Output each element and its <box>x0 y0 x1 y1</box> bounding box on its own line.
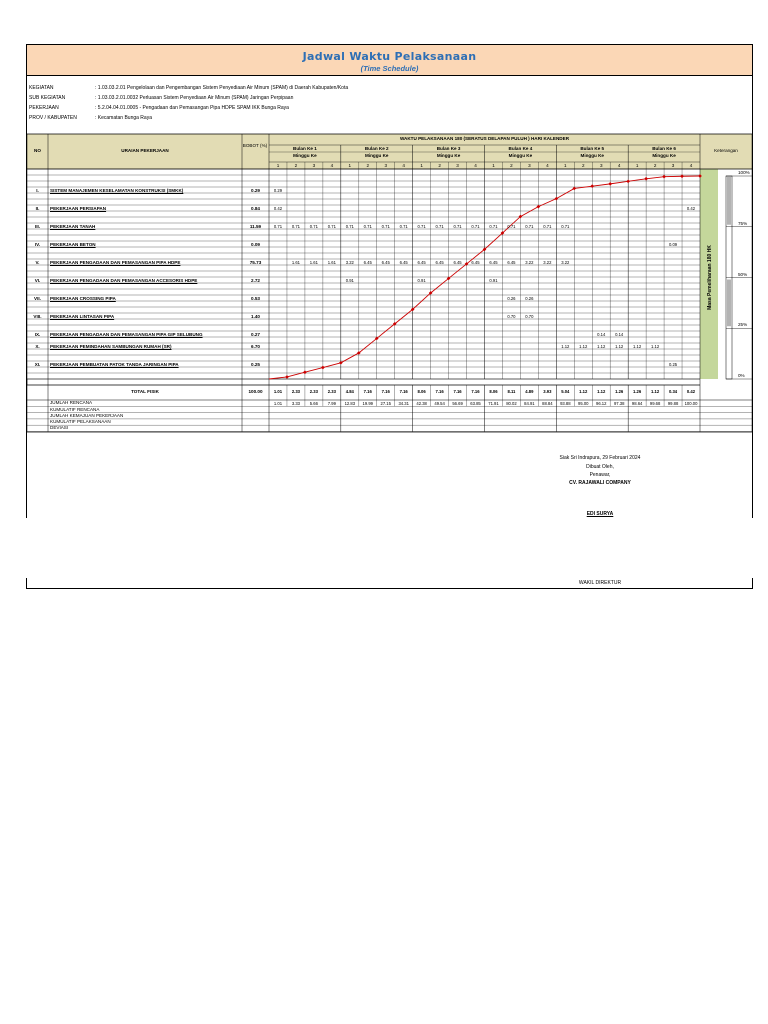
task-number: XI. <box>34 361 41 367</box>
s-curve-point <box>626 179 630 183</box>
header-keterangan: Keterangan <box>714 148 738 153</box>
cumulative-value: 27.15 <box>380 400 391 406</box>
task-week-value: 1.61 <box>291 259 300 265</box>
task-bobot: 1.40 <box>251 313 260 319</box>
s-curve-point <box>537 205 541 209</box>
task-number: IV. <box>34 241 41 247</box>
task-week-value: 0.71 <box>561 223 570 229</box>
header-week: 1 <box>420 163 423 168</box>
task-week-value: 3.22 <box>561 259 570 265</box>
cumulative-value: 71.91 <box>488 400 499 406</box>
header-week: 2 <box>366 163 370 168</box>
task-week-value: 0.71 <box>453 223 462 229</box>
signature-name: EDI SURYA <box>586 511 614 517</box>
task-week-value: 0.71 <box>399 223 408 229</box>
task-number: VIII. <box>33 313 42 319</box>
task-week-value: 6.45 <box>489 259 498 265</box>
total-week-value: 0.34 <box>668 389 678 394</box>
total-week-value: 3.93 <box>543 389 552 394</box>
task-bobot: 0.25 <box>251 361 260 367</box>
task-week-value: 6.45 <box>471 259 480 265</box>
s-curve-point <box>303 370 307 374</box>
task-week-value: 0.26 <box>525 295 534 301</box>
cumulative-value: 5.66 <box>309 400 318 406</box>
task-name: SISTEM MANAJEMEN KESELAMATAN KONSTRUKSI (SMKK) <box>50 187 184 193</box>
summary-row-label: KUMULATIF PELAKSANAAN <box>50 419 111 425</box>
task-name: PEKERJAAN PENGADAAN DAN PEMASANGAN PIPA HDPE <box>50 259 181 265</box>
cumulative-value: 7.99 <box>327 400 336 406</box>
header-bobot: BOBOT (%) <box>242 143 268 148</box>
cumulative-value: 56.69 <box>452 400 463 406</box>
task-week-value: 0.71 <box>345 223 354 229</box>
task-number: V. <box>35 259 40 265</box>
task-week-value: 0.09 <box>668 241 678 247</box>
total-bobot: 100.00 <box>248 389 263 394</box>
task-name: PEKERJAAN BETON <box>50 241 96 247</box>
task-bobot: 11.59 <box>249 223 262 229</box>
page-title: Jadwal Waktu Pelaksanaan <box>302 50 477 63</box>
header-week: 4 <box>546 163 549 168</box>
header-no: NO <box>34 148 41 153</box>
task-week-value: 1.12 <box>597 343 606 349</box>
task-week-value: 0.29 <box>273 187 283 193</box>
header-week: 4 <box>330 163 334 168</box>
task-bobot: 0.27 <box>251 331 260 337</box>
header-week: 1 <box>348 163 352 168</box>
task-number: VI. <box>34 277 41 283</box>
info-value: : 1.03.03.2.01.0032 Perluasan Sistem Penyediaan Air Minum (SPAM) Jaringan Perpipaan <box>95 95 294 101</box>
cumulative-value: 49.54 <box>434 400 445 406</box>
task-week-value: 0.71 <box>363 223 372 229</box>
scale-percent-label: 0% <box>738 373 745 378</box>
progress-scale-segment <box>727 280 731 327</box>
info-key: PEKERJAAN <box>29 105 59 111</box>
header-month: Bulan Ke 6 <box>652 146 676 151</box>
cumulative-value: 96.12 <box>595 400 607 406</box>
task-week-value: 6.45 <box>435 259 444 265</box>
task-week-value: 6.45 <box>381 259 390 265</box>
s-curve-point <box>554 197 558 201</box>
progress-scale-segment <box>727 176 731 225</box>
task-week-value: 0.71 <box>381 223 390 229</box>
header-week: 1 <box>276 163 280 168</box>
header-month: Bulan Ke 2 <box>364 146 389 151</box>
total-week-value: 8.06 <box>489 389 498 394</box>
task-week-value: 3.22 <box>543 259 552 265</box>
cumulative-value: 99.68 <box>649 400 661 406</box>
total-week-value: 7.16 <box>381 389 390 394</box>
header-minggu: Minggu Ke <box>580 153 604 158</box>
scale-percent-label: 25% <box>738 322 748 328</box>
task-week-value: 1.12 <box>579 343 588 349</box>
cumulative-value: 97.38 <box>613 400 625 406</box>
total-week-value: 7.16 <box>363 389 372 394</box>
s-curve-point <box>339 361 343 365</box>
task-number: IX. <box>34 331 41 337</box>
cumulative-value: 88.84 <box>542 400 553 406</box>
task-number: II. <box>35 205 40 211</box>
maintenance-label: Masa Pemeliharaan 180 HK <box>707 245 713 310</box>
cumulative-value: 3.33 <box>291 400 300 406</box>
header-minggu: Minggu Ke <box>365 153 389 158</box>
signature-title: WAKIL DIREKTUR <box>578 580 622 586</box>
task-bobot: 0.84 <box>251 205 260 211</box>
task-week-value: 0.14 <box>597 331 606 337</box>
header-week: 3 <box>528 163 531 168</box>
s-curve-point <box>590 184 594 188</box>
total-week-value: 4.89 <box>525 389 534 394</box>
total-week-value: 1.12 <box>651 389 660 394</box>
task-week-value: 0.91 <box>417 277 426 283</box>
total-week-value: 4.84 <box>345 389 354 394</box>
header-month: Bulan Ke 5 <box>580 146 605 151</box>
task-bobot: 0.09 <box>251 241 260 247</box>
header-week: 3 <box>671 163 675 168</box>
s-curve-point <box>321 366 325 370</box>
task-week-value: 6.45 <box>363 259 372 265</box>
info-key: PROV / KABUPATEN <box>29 115 77 121</box>
task-week-value: 0.71 <box>489 223 498 229</box>
header-week: 3 <box>599 163 603 168</box>
task-name: PEKERJAAN TANAH <box>50 223 96 229</box>
total-week-value: 2.33 <box>327 389 336 394</box>
task-week-value: 0.71 <box>507 223 516 229</box>
task-name: PEKERJAAN PEMINDAHAN SAMBUNGAN RUMAH (SR) <box>50 343 172 349</box>
task-bobot: 2.72 <box>251 277 260 283</box>
total-week-value: 1.12 <box>579 389 588 394</box>
task-number: X. <box>35 343 40 349</box>
task-bobot: 6.70 <box>251 343 260 349</box>
signature-role: Penawar, <box>589 472 611 478</box>
task-week-value: 0.42 <box>273 205 283 211</box>
header-week: 1 <box>492 163 495 168</box>
cumulative-value: 95.00 <box>578 400 589 406</box>
cumulative-value: 1.01 <box>273 400 283 406</box>
task-week-value: 0.71 <box>543 223 552 229</box>
header-week: 1 <box>564 163 567 168</box>
task-week-value: 1.12 <box>651 343 660 349</box>
task-week-value: 6.45 <box>417 259 426 265</box>
header-month: Bulan Ke 1 <box>293 146 317 151</box>
summary-row-label: KUMULATIF RENCANA <box>50 406 100 412</box>
cumulative-value: 98.64 <box>631 400 643 406</box>
header-week: 4 <box>689 163 693 168</box>
header-week: 2 <box>653 163 657 168</box>
header-month: Bulan Ke 3 <box>436 146 461 151</box>
total-week-value: 5.04 <box>561 389 570 394</box>
cumulative-value: 63.85 <box>470 400 481 406</box>
s-curve-point <box>644 177 648 181</box>
task-bobot: 75.73 <box>249 259 262 265</box>
header-month: Bulan Ke 4 <box>508 146 533 151</box>
info-key: SUB KEGIATAN <box>29 95 66 101</box>
total-week-value: 7.16 <box>399 389 408 394</box>
task-week-value: 6.45 <box>507 259 516 265</box>
task-week-value: 1.12 <box>633 343 642 349</box>
task-week-value: 0.71 <box>417 223 426 229</box>
task-name: PEKERJAAN PENGADAAN DAN PEMASANGAN ACCESORIS HDPE <box>50 277 198 283</box>
task-week-value: 0.91 <box>489 277 498 283</box>
summary-row-label: JUMLAH KEMAJUAN PEKERJAAN <box>50 412 124 418</box>
task-week-value: 1.12 <box>561 343 570 349</box>
header-uraian: URAIAN PEKERJAAN <box>121 148 169 153</box>
summary-row-label: DEVIASI <box>50 425 69 431</box>
cumulative-value: 100.00 <box>684 400 698 406</box>
header-week: 3 <box>384 163 387 168</box>
signature-made-by: Dibuat Oleh, <box>586 464 614 470</box>
header-waktu: WAKTU PELAKSANAAN 180 (SERATUS DELAPAN PULUH ) HARI KALENDER <box>399 136 570 141</box>
header-week: 2 <box>438 163 441 168</box>
task-week-value: 0.91 <box>345 277 354 283</box>
task-week-value: 6.45 <box>399 259 408 265</box>
task-week-value: 0.71 <box>435 223 444 229</box>
total-week-value: 2.33 <box>309 389 318 394</box>
task-week-value: 0.71 <box>309 223 318 229</box>
task-week-value: 0.71 <box>471 223 480 229</box>
task-week-value: 1.61 <box>327 259 336 265</box>
cumulative-value: 84.91 <box>524 400 535 406</box>
task-week-value: 1.61 <box>309 259 318 265</box>
task-week-value: 0.26 <box>507 295 516 301</box>
header-week: 4 <box>474 163 477 168</box>
total-week-value: 7.16 <box>453 389 462 394</box>
cumulative-value: 12.83 <box>344 400 356 406</box>
task-week-value: 3.22 <box>525 259 534 265</box>
total-week-value: 2.33 <box>291 389 300 394</box>
total-week-value: 1.01 <box>273 389 283 394</box>
cumulative-value: 19.99 <box>362 400 373 406</box>
s-curve-point <box>608 182 612 186</box>
header-minggu: Minggu Ke <box>652 153 676 158</box>
task-name: PEKERJAAN PEMBUATAN PATOK TANDA JARINGAN PIPA <box>50 361 179 367</box>
s-curve-point <box>662 175 666 179</box>
header-week: 3 <box>456 163 459 168</box>
info-key: KEGIATAN <box>29 85 54 91</box>
header-week: 4 <box>402 163 405 168</box>
task-week-value: 0.70 <box>525 313 534 319</box>
scale-percent-label: 50% <box>738 271 748 277</box>
header-week: 1 <box>635 163 639 168</box>
signature-place-date: Siak Sri Indrapura, 29 Februari 2024 <box>559 455 641 461</box>
task-name: PEKERJAAN LINTASAN PIPA <box>50 313 115 319</box>
total-week-value: 8.11 <box>507 389 516 394</box>
cumulative-value: 99.88 <box>667 400 679 406</box>
cumulative-value: 93.88 <box>560 400 571 406</box>
s-curve-point <box>285 375 289 379</box>
task-week-value: 0.71 <box>273 223 283 229</box>
cumulative-value: 80.02 <box>506 400 517 406</box>
task-week-value: 0.71 <box>327 223 336 229</box>
task-bobot: 0.53 <box>251 295 260 301</box>
total-week-value: 7.16 <box>471 389 480 394</box>
task-name: PEKERJAAN CROSSING PIPA <box>50 295 116 301</box>
task-week-value: 0.70 <box>507 313 516 319</box>
header-week: 4 <box>617 163 621 168</box>
header-week: 2 <box>510 163 513 168</box>
scale-percent-label: 75% <box>738 220 748 226</box>
task-number: VII. <box>34 295 41 301</box>
total-week-value: 0.42 <box>686 389 696 394</box>
task-week-value: 0.42 <box>686 205 696 211</box>
header-week: 3 <box>312 163 316 168</box>
task-week-value: 1.12 <box>615 343 624 349</box>
header-minggu: Minggu Ke <box>293 153 317 158</box>
info-value: : 1.03.03.2.01 Pengelolaan dan Pengembangan Sistem Penyediaan Air Minum (SPAM) di Daerah Kabupaten/Kota <box>95 85 349 91</box>
task-number: III. <box>34 223 41 229</box>
page-subtitle: (Time Schedule) <box>360 64 419 73</box>
header-week: 2 <box>294 163 298 168</box>
cumulative-value: 42.38 <box>416 400 427 406</box>
summary-row-label: JUMLAH RENCANA <box>50 400 93 406</box>
signature-company: CV. RAJAWALI COMPANY <box>569 480 631 486</box>
task-number: I. <box>36 187 39 193</box>
header-minggu: Minggu Ke <box>508 153 533 158</box>
scale-percent-label: 100% <box>738 170 750 175</box>
total-week-value: 7.16 <box>435 389 444 394</box>
cumulative-value: 34.31 <box>398 400 409 406</box>
task-week-value: 3.22 <box>345 259 354 265</box>
task-name: PEKERJAAN PENGADAAN DAN PEMASANGAN PIPA GIP SELUBUNG <box>50 331 203 337</box>
total-label: TOTAL FISIK <box>131 389 159 394</box>
total-week-value: 1.26 <box>615 389 624 394</box>
info-value: : 5.2.04.04.01.0005 - Pengadaan dan Pemasangan Pipa HDPE SPAM IKK Bunga Raya <box>95 105 289 111</box>
info-value: : Kecamatan Bunga Raya <box>95 115 152 121</box>
task-week-value: 0.14 <box>615 331 624 337</box>
task-week-value: 0.71 <box>525 223 534 229</box>
task-bobot: 0.29 <box>251 187 260 193</box>
task-week-value: 0.25 <box>668 361 678 367</box>
total-week-value: 8.06 <box>417 389 426 394</box>
task-name: PEKERJAAN PERSIAPAN <box>50 205 107 211</box>
total-week-value: 1.12 <box>597 389 606 394</box>
total-week-value: 1.26 <box>633 389 642 394</box>
task-week-value: 6.45 <box>453 259 462 265</box>
header-week: 2 <box>581 163 585 168</box>
header-minggu: Minggu Ke <box>436 153 461 158</box>
task-week-value: 0.71 <box>291 223 300 229</box>
